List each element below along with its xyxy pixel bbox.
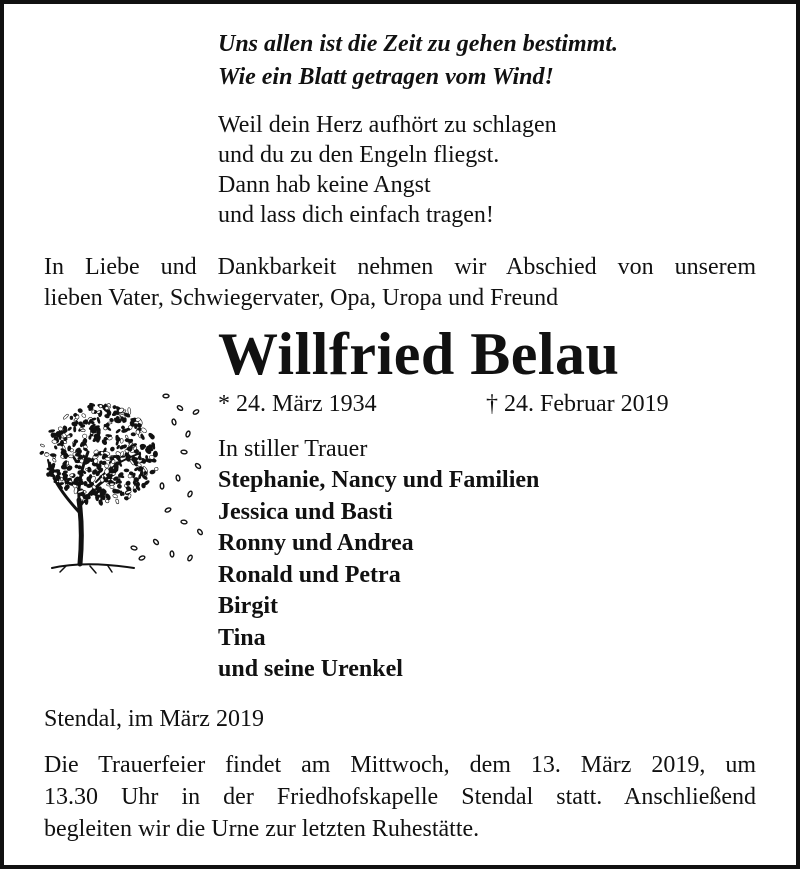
poem-line: und lass dich einfach tragen!	[218, 202, 494, 228]
farewell-intro	[44, 252, 756, 314]
tree-leaf	[77, 408, 83, 414]
tree-leaf	[84, 481, 88, 486]
mourner-name: Ronny und Andrea	[218, 530, 414, 556]
falling-leaf	[139, 555, 146, 561]
tree-leaf	[54, 445, 58, 449]
tree-leaf	[112, 413, 117, 416]
falling-leaf	[195, 463, 202, 470]
tree-leaf	[39, 450, 44, 455]
tree-leaf	[140, 444, 146, 448]
tree-leaf	[122, 492, 125, 496]
tree-leaf	[52, 458, 57, 463]
falling-leaf	[177, 405, 184, 411]
tree-leaf	[63, 414, 69, 420]
tree-leaf	[136, 430, 140, 435]
tree-leaf	[88, 405, 92, 408]
place-and-date: Stendal, im März 2019	[44, 706, 264, 732]
deceased-name: Willfried Belau	[218, 321, 620, 387]
poem-line: Dann hab keine Angst	[218, 172, 431, 198]
tree-leaf	[116, 483, 122, 489]
tree-leaf	[136, 482, 140, 487]
birth-date: * 24. März 1934	[218, 391, 377, 417]
mourner-name: Jessica und Basti	[218, 498, 393, 525]
tree-leaf	[40, 444, 45, 448]
falling-leaf	[185, 431, 191, 438]
tree-leaf	[105, 480, 109, 482]
tree-leaf	[67, 427, 72, 431]
funeral-line: Die Trauerfeier findet am Mittwoch, dem 13. März 2019, um	[44, 752, 756, 778]
tree-leaf	[140, 434, 145, 440]
tree-leaf	[48, 429, 55, 433]
tree-leaf	[94, 454, 98, 457]
falling-leaf	[170, 551, 174, 557]
falling-leaf	[131, 545, 138, 550]
tree-leaf	[81, 429, 86, 432]
intro-line: In Liebe und Dankbarkeit nehmen wir Abschied von unserem	[44, 254, 756, 280]
falling-leaf	[181, 520, 188, 525]
tree-leaf	[120, 439, 123, 444]
motto-line: Wie ein Blatt getragen vom Wind!	[218, 64, 554, 90]
tree-leaf	[67, 435, 71, 437]
tree-leaf	[124, 469, 129, 472]
tree-leaf	[87, 468, 91, 473]
tree-leaf	[48, 462, 51, 469]
tree-leaf	[50, 453, 56, 457]
motto	[218, 28, 618, 94]
mourner-name: Stephanie, Nancy und Familien	[218, 467, 540, 493]
tree-leaf	[110, 446, 116, 452]
tree-leaf	[139, 452, 141, 456]
tree-leaf	[70, 416, 73, 420]
tree-leaf	[44, 453, 49, 457]
tree-leaf	[149, 469, 155, 474]
tree-leaf	[97, 429, 101, 435]
falling-leaf	[160, 483, 164, 489]
tree-leaf	[110, 483, 115, 485]
intro-line: lieben Vater, Schwiegervater, Opa, Uropa und Freund	[44, 285, 559, 311]
falling-leaf	[165, 507, 172, 513]
tree-leaf	[81, 413, 86, 418]
funeral-info	[44, 749, 756, 845]
falling-leaf	[171, 419, 176, 426]
tree-leaf	[96, 438, 99, 442]
tree-leaf	[53, 469, 60, 472]
tree-leaf	[145, 455, 147, 459]
tree-leaf	[85, 499, 88, 505]
motto-line: Uns allen ist die Zeit zu gehen bestimmt.	[218, 31, 619, 57]
death-date: † 24. Februar 2019	[486, 391, 669, 417]
tree-leaf	[116, 429, 121, 434]
mourners-list	[218, 465, 539, 686]
tree-leaf	[83, 461, 87, 465]
tree-leaf	[115, 499, 119, 504]
falling-leaf	[181, 450, 187, 454]
tree-leaf	[131, 433, 136, 436]
tree-with-falling-leaves-icon	[38, 382, 208, 582]
tree-leaf	[67, 446, 71, 452]
tree-leaf	[52, 440, 57, 444]
tree-leaf	[105, 457, 111, 461]
poem-line: und du zu den Engeln fliegst.	[218, 142, 500, 168]
tree-leaf	[63, 474, 67, 481]
tree-leaf	[58, 426, 63, 431]
falling-leaf	[163, 394, 169, 398]
tree-leaf	[111, 469, 117, 473]
falling-leaf	[176, 475, 181, 482]
mourner-name: und seine Urenkel	[218, 656, 403, 682]
tree-leaf	[154, 467, 158, 470]
falling-leaf	[153, 539, 160, 546]
tree-leaf	[141, 483, 146, 488]
tree-leaf	[97, 417, 101, 424]
tree-leaf	[112, 494, 118, 499]
tree-leaf	[107, 410, 112, 415]
mourner-name: Ronald und Petra	[218, 561, 401, 588]
falling-leaf	[187, 555, 193, 562]
tree-leaf	[47, 468, 51, 471]
tree-leaf	[80, 424, 85, 427]
funeral-line: 13.30 Uhr in der Friedhofskapelle Stendal statt. Anschließend	[44, 784, 756, 810]
poem-line: Weil dein Herz aufhört zu schlagen	[218, 112, 557, 138]
tree-leaf	[150, 435, 154, 440]
falling-leaf	[197, 529, 204, 536]
mourner-name: Birgit	[218, 593, 278, 619]
falling-leaf	[187, 491, 193, 498]
tree-leaf	[73, 427, 76, 432]
falling-leaf	[193, 409, 200, 415]
tree-leaf	[72, 481, 78, 485]
poem	[218, 110, 557, 230]
funeral-line: begleiten wir die Urne zur letzten Ruhestätte.	[44, 816, 480, 842]
mourner-name: Tina	[218, 624, 266, 651]
tree-leaf	[82, 434, 87, 439]
mourning-intro: In stiller Trauer	[218, 436, 368, 462]
